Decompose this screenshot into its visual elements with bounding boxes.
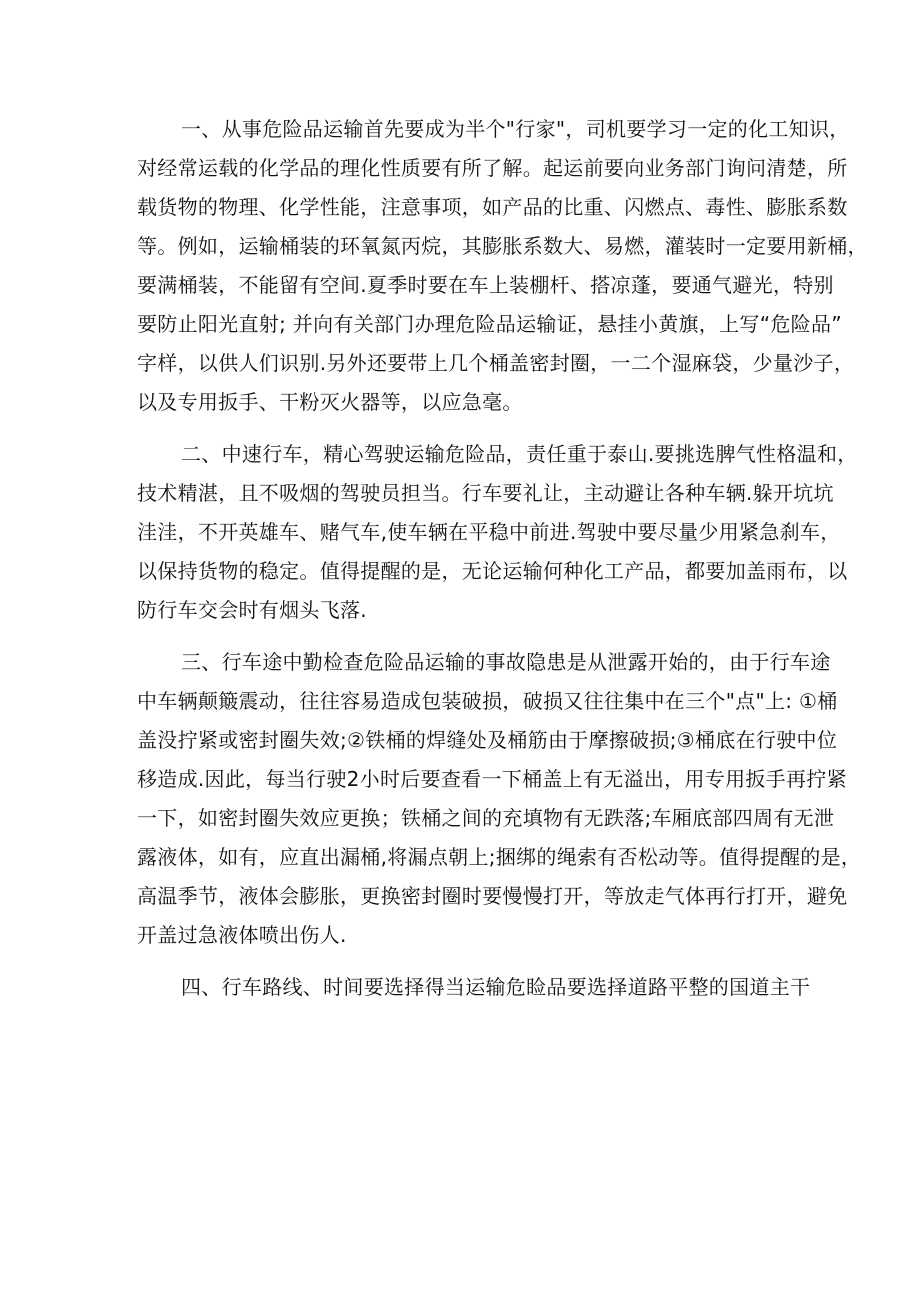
text-line: 移造成.因此，每当行驶2小时后要查看一下桶盖上有无溢出，用专用扳手再拧紧	[137, 767, 847, 791]
text-line: 一下，如密封圈失效应更换；铁桶之间的充填物有无跌落;车厢底部四周有无泄	[137, 806, 835, 830]
text-line: 字样，以供人们识别.另外还要带上几个桶盖密封圈，一二个湿麻袋，少量沙子，	[137, 351, 855, 375]
text-line: 以保持货物的稳定。值得提醒的是，无论运输何种化工产品，都要加盖雨布，以	[137, 559, 848, 583]
text-line: 等。例如，运输桶装的环氧氮丙烷，其膨胀系数大、易燃，灌装时一定要用新桶，	[137, 234, 868, 258]
paragraph-3	[137, 643, 862, 955]
text-line: 要防止阳光直射; 并向有关部门办理危险品运输证，悬挂小黄旗，上写“危险品”	[137, 312, 842, 336]
text-line: 开盖过急液体喷出伤人.	[137, 923, 347, 947]
text-line: 要满桶装，不能留有空间.夏季时要在车上装棚杆、搭凉蓬，要通气避光，特别	[137, 273, 834, 297]
text-line: 以及专用扳手、干粉灭火器等，以应急毫。	[137, 390, 523, 414]
text-line: 一、从事危险品运输首先要成为半个"行家"，司机要学习一定的化工知识，	[181, 117, 850, 141]
text-line: 中车辆颠簸震动，往往容易造成包装破损，破损又往往集中在三个"点"上: ①桶	[137, 689, 838, 713]
text-line: 二、中速行车，精心驾驶运输危险品，责任重于泰山.要挑选脾气性格温和，	[181, 442, 858, 466]
text-line: 三、行车途中勤检查危险品运输的事故隐患是从泄露开始的，由于行车途	[181, 650, 831, 674]
text-line: 对经常运载的化学品的理化性质要有所了解。起运前要向业务部门询问清楚，所	[137, 156, 848, 180]
text-line: 高温季节，液体会膨胀，更换密封圈时要慢慢打开，等放走气体再行打开，避免	[137, 884, 848, 908]
text-line: 载货物的物理、化学性能，注意事项，如产品的比重、闪燃点、毒性、膨胀系数	[137, 195, 848, 219]
text-line: 露液体，如有，应直出漏桶,将漏点朝上;捆绑的绳索有否松动等。值得提醒的是，	[137, 845, 862, 869]
text-line: 洼洼，不开英雄车、赌气车,使车辆在平稳中前进.驾驶中要尽量少用紧急刹车，	[137, 520, 841, 544]
text-line: 技术精湛，且不吸烟的驾驶员担当。行车要礼让，主动避让各种车辆.躲开坑坑	[137, 481, 834, 505]
document-body	[137, 110, 868, 1020]
paragraph-2	[137, 435, 858, 630]
text-line: 防行车交会时有烟头飞落.	[137, 598, 367, 622]
text-line: 盖没拧紧或密封圈失效;②铁桶的焊缝处及桶筋由于摩擦破损;③桶底在行驶中位	[137, 728, 838, 752]
paragraph-4	[137, 968, 811, 1007]
paragraph-1	[137, 110, 868, 422]
text-line: 四、行车路线、时间要选择得当运输危睑品要选择道路平整的国道主干	[181, 975, 811, 999]
